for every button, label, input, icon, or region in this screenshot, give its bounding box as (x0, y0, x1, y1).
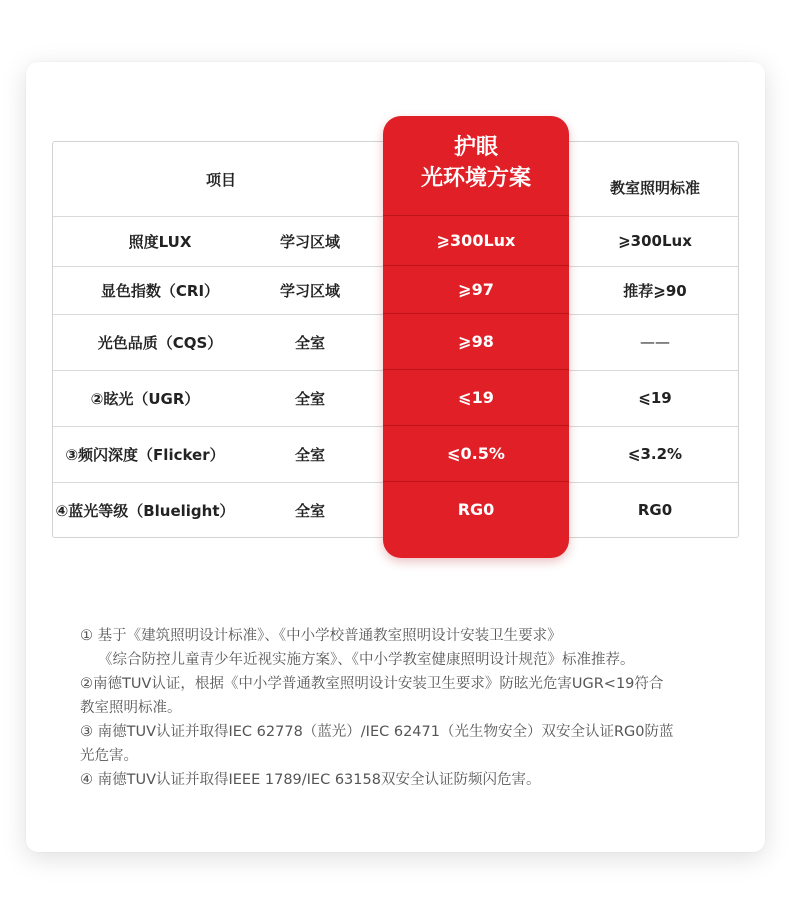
row-1-item: 照度LUX (128, 232, 192, 251)
row-1-scope: 学习区域 (279, 232, 340, 251)
row-5-standard: ⩽3.2% (627, 445, 683, 463)
row-6-item: ④蓝光等级（Bluelight） (55, 501, 235, 520)
row-6-solution: RG0 (457, 499, 495, 519)
row-6-standard: RG0 (637, 501, 673, 519)
row-2-item: 显色指数（CRI） (100, 281, 220, 300)
row-2-scope: 学习区域 (279, 281, 340, 300)
row-3-scope: 全室 (294, 333, 325, 352)
row-5-item: ③频闪深度（Flicker） (65, 445, 225, 464)
footnote-2-cont: 教室照明标准。 (80, 700, 182, 716)
row-5-scope: 全室 (294, 445, 325, 464)
row-4-standard: ⩽19 (638, 389, 672, 407)
row-3-item: 光色品质（CQS） (97, 333, 223, 352)
header-item: 项目 (205, 170, 236, 189)
footnote-4: ④ 南德TUV认证并取得IEEE 1789/IEC 63158双安全认证防频闪危害。 (80, 772, 541, 788)
row-5-solution: ⩽0.5% (447, 443, 505, 463)
row-2-solution: ⩾97 (458, 279, 494, 299)
solution-header-line2: 光环境方案 (420, 166, 531, 191)
row-1-solution: ⩾300Lux (436, 230, 516, 250)
row-4-item: ②眩光（UGR） (90, 389, 200, 408)
footnote-1: ① 基于《建筑照明设计标准》、《中小学校普通教室照明设计安装卫生要求》 (80, 628, 562, 644)
row-6-scope: 全室 (294, 501, 325, 520)
footnote-3: ③ 南德TUV认证并取得IEC 62778（蓝光）/IEC 62471（光生物安全）双安全认证RG0防蓝 (80, 724, 674, 740)
row-3-standard: —— (640, 333, 670, 351)
solution-header-line1: 护眼 (453, 135, 498, 160)
footnote-2: ②南德TUV认证，根据《中小学普通教室照明设计安装卫生要求》防眩光危害UGR<19符合 (80, 676, 664, 692)
footnotes (80, 624, 720, 792)
solution-header (383, 132, 569, 194)
footnote-3-cont: 光危害。 (80, 748, 138, 764)
row-4-scope: 全室 (294, 389, 325, 408)
header-standard: 教室照明标准 (609, 178, 700, 197)
solution-column (383, 116, 569, 558)
row-3-solution: ⩾98 (458, 331, 494, 351)
footnote-1-cont: 《综合防控儿童青少年近视实施方案》、《中小学教室健康照明设计规范》标准推荐。 (98, 652, 635, 668)
row-4-solution: ⩽19 (458, 387, 494, 407)
row-1-standard: ⩾300Lux (618, 232, 692, 250)
row-2-standard: 推荐⩾90 (623, 281, 687, 300)
